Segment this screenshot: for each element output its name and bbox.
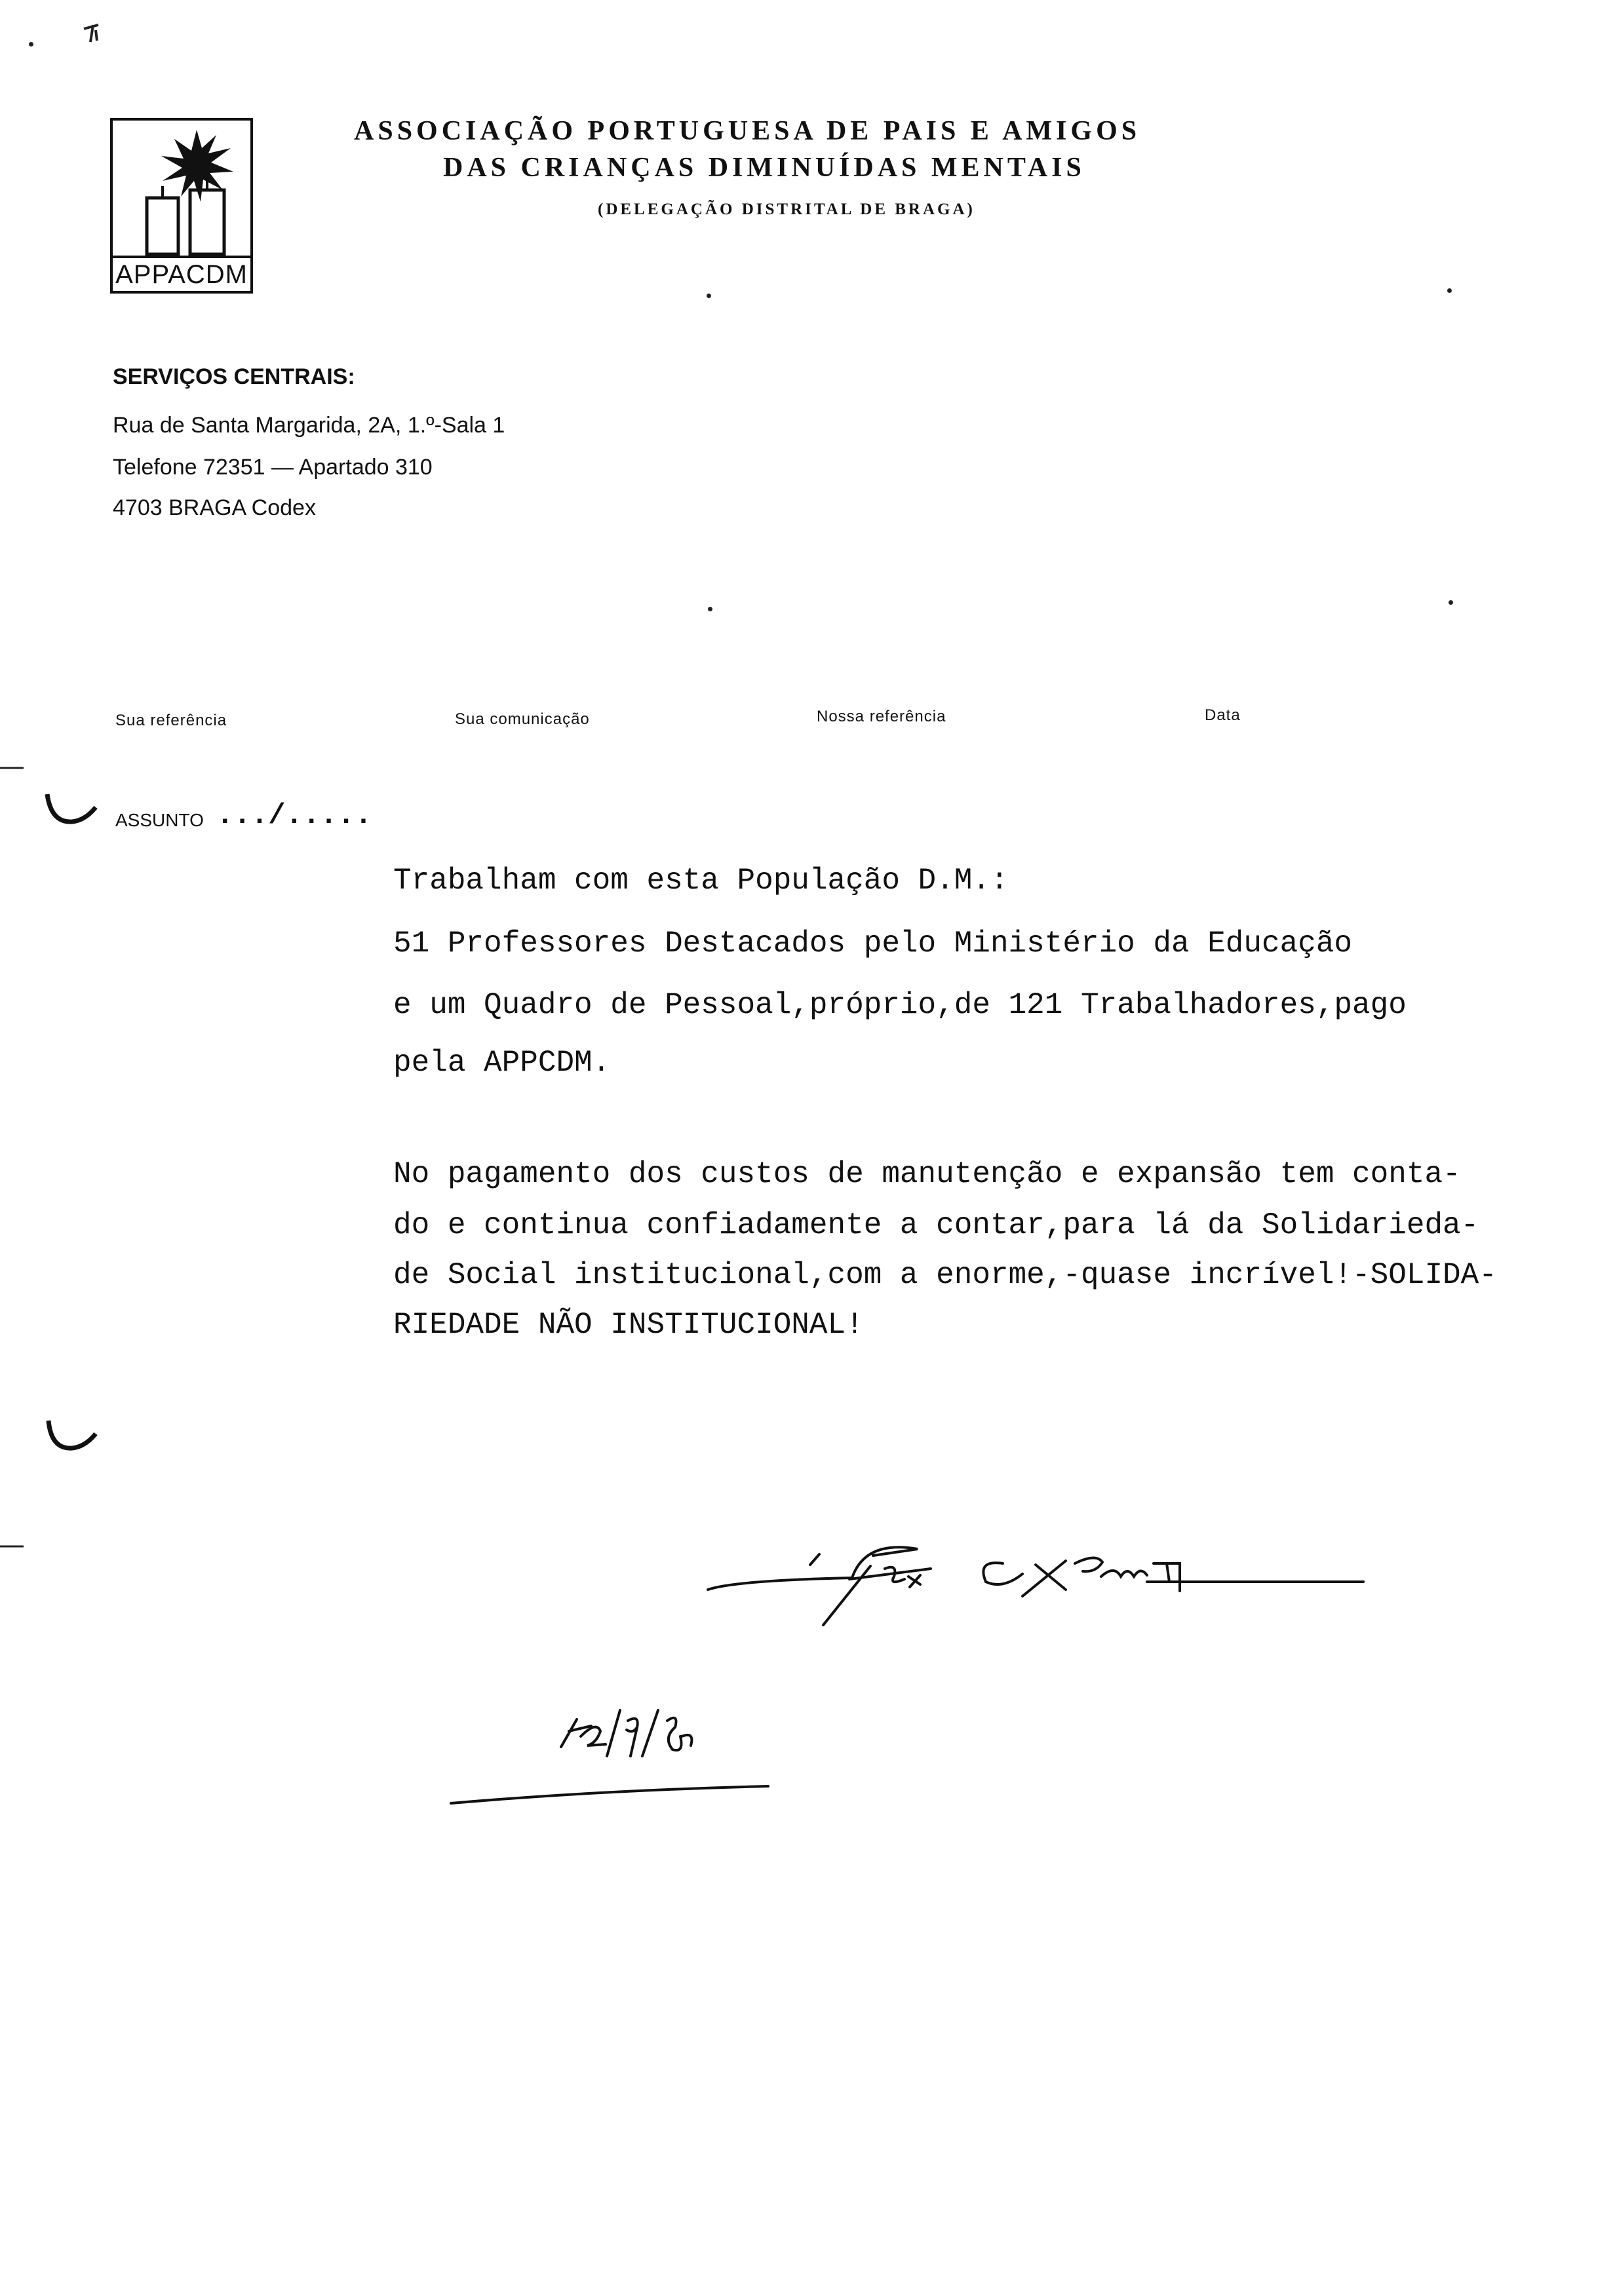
ref-label-data: Data	[1205, 706, 1241, 724]
handwritten-date	[446, 1691, 787, 1822]
body-line: de Social institucional,com a enorme,-quase incrível!-SOLIDA-	[393, 1258, 1497, 1292]
address-line: Telefone 72351 — Apartado 310	[113, 455, 433, 480]
scan-dot	[1447, 288, 1452, 293]
body-line: No pagamento dos custos de manutenção e expansão tem conta-	[393, 1157, 1461, 1191]
address-line: Rua de Santa Margarida, 2A, 1.º-Sala 1	[113, 413, 505, 438]
punch-hole-mark-icon	[42, 790, 101, 830]
punch-hole-mark-icon	[42, 1417, 101, 1456]
org-name-line2: DAS CRIANÇAS DIMINUÍDAS MENTAIS	[443, 153, 1085, 183]
body-line: pela APPCDM.	[393, 1046, 611, 1080]
ref-label-nossa-referencia: Nossa referência	[817, 708, 946, 725]
candle-flame-logo-icon	[113, 121, 250, 258]
fold-mark	[0, 765, 26, 772]
scan-dot	[707, 294, 711, 298]
body-line: do e continua confiadamente a contar,para lá da Solidarieda-	[393, 1208, 1479, 1242]
logo-text: APPACDM	[113, 256, 250, 291]
scan-mark	[29, 42, 33, 47]
appacdm-logo	[110, 118, 253, 294]
address-line: 4703 BRAGA Codex	[113, 495, 316, 520]
ref-label-sua-comunicacao: Sua comunicação	[455, 710, 590, 728]
services-title: SERVIÇOS CENTRAIS:	[113, 364, 355, 389]
fold-mark	[0, 1544, 26, 1550]
corner-scribble-icon	[79, 21, 111, 47]
delegation-subtitle: (DELEGAÇÃO DISTRITAL DE BRAGA)	[598, 201, 975, 218]
body-line: e um Quadro de Pessoal,próprio,de 121 Trabalhadores,pago	[393, 988, 1407, 1022]
body-line: 51 Professores Destacados pelo Ministério da Educação	[393, 927, 1353, 961]
scan-dot	[1449, 600, 1453, 605]
handwritten-signature	[695, 1527, 1376, 1645]
ref-label-sua-referencia: Sua referência	[115, 712, 227, 729]
body-line: RIEDADE NÃO INSTITUCIONAL!	[393, 1308, 864, 1342]
org-name-line1: ASSOCIAÇÃO PORTUGUESA DE PAIS E AMIGOS	[354, 116, 1141, 146]
subject-label: ASSUNTO	[115, 810, 204, 830]
body-line: Trabalham com esta População D.M.:	[393, 864, 1009, 898]
subject-value: .../.....	[216, 799, 372, 832]
scan-dot	[708, 607, 712, 611]
